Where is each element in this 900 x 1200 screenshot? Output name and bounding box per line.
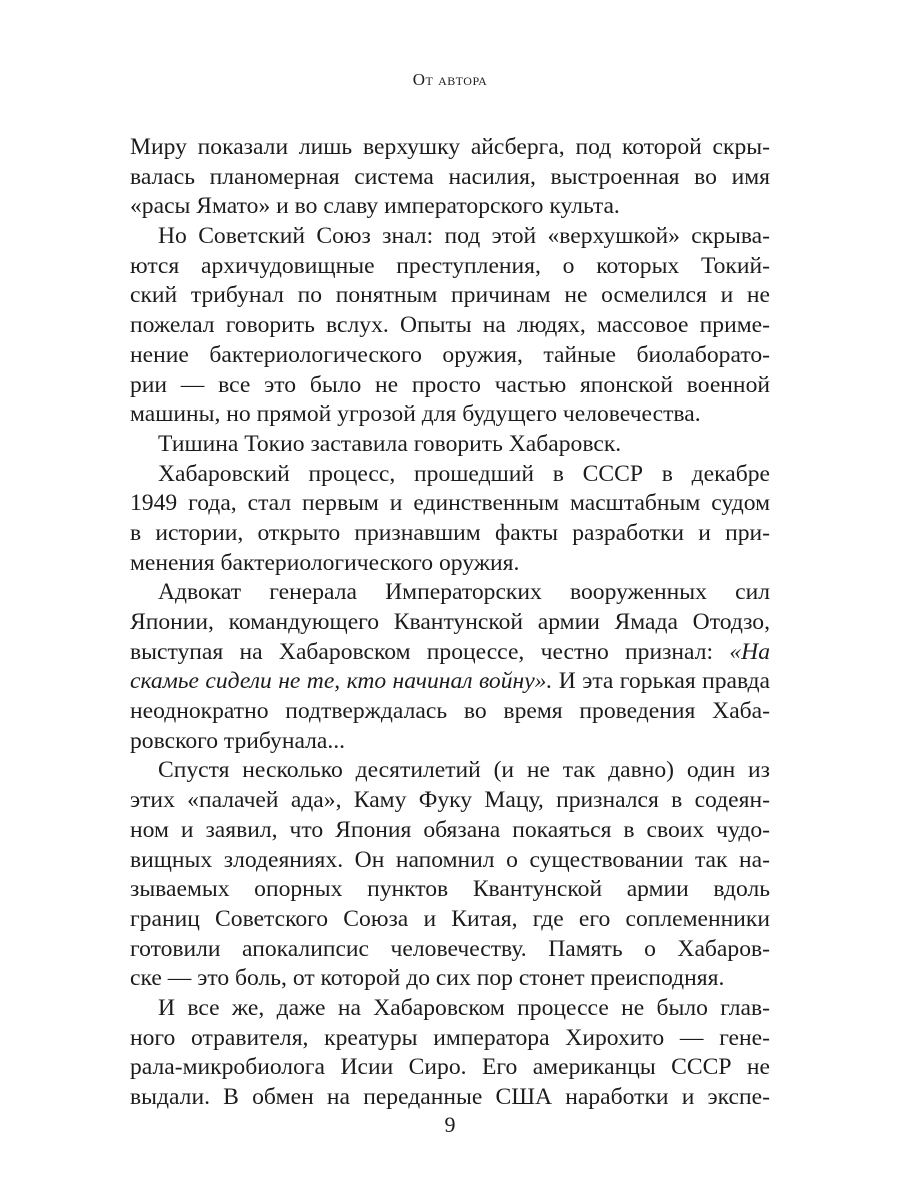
text-line: ного отравителя, креатуры императора Хирохито — гене- (130, 1024, 770, 1051)
text-line: Тишина Токио заставила говорить Хабаровск. (158, 430, 622, 457)
text-line: ровского трибунала... (130, 727, 346, 754)
text-line: пожелал говорить вслух. Опыты на людях, массовое приме- (130, 312, 770, 339)
paragraph-6 (130, 756, 770, 994)
quote-start: «На (729, 638, 771, 665)
text-line: рии — все это было не просто частью японской военной (130, 371, 770, 398)
paragraph-7 (130, 994, 770, 1113)
text-fragment: выступая на Хабаровском процессе, честно признал: (130, 638, 714, 665)
paragraph-5 (130, 578, 770, 756)
text-line: Миру показали лишь верхушку айсберга, под которой скры- (130, 134, 770, 160)
text-line: И все же, даже на Хабаровском процессе не было глав- (158, 994, 770, 1021)
text-line: валась планомерная система насилия, выстроенная во имя (130, 163, 770, 190)
paragraph-4 (130, 460, 770, 579)
text-line: вищных злодеяниях. Он напомнил о существовании так на- (130, 846, 770, 873)
text-line: Адвокат генерала Императорских вооруженных сил (158, 579, 770, 606)
text-line-with-quote (130, 667, 770, 697)
text-line: рала-микробиолога Исии Сиро. Его американцы СССР не (130, 1054, 770, 1081)
text-line: выдали. В обмен на переданные США наработки и экспе- (130, 1084, 770, 1110)
text-line: неоднократно подтверждалась во время проведения Хаба- (130, 698, 770, 725)
text-line: ске — это боль, от которой до сих пор стонет преисподняя. (130, 965, 725, 992)
text-line: в истории, открыто признавшим факты разработки и при- (130, 519, 770, 546)
text-line: ский трибунал по понятным причинам не осмелился и не (130, 282, 770, 309)
text-line-with-quote (130, 638, 770, 668)
text-line: 1949 года, стал первым и единственным масштабным судом (130, 490, 770, 517)
text-line: менения бактериологического оружия. (130, 549, 520, 576)
text-line: Японии, командующего Квантунской армии Ямада Отодзо, (130, 609, 770, 635)
text-line: ются архичудовищные преступления, о которых Токий- (130, 252, 770, 279)
text-line: ном и заявил, что Япония обязана покаяться в своих чудо- (130, 816, 770, 843)
quote-end: скамье сидели не те, кто начинал войну». (130, 668, 553, 695)
text-line: Хабаровский процесс, прошедший в СССР в декабре (158, 460, 770, 487)
text-line: машины, но прямой угрозой для будущего человечества. (130, 401, 701, 428)
text-line: «расы Ямато» и во славу императорского культа. (130, 193, 620, 220)
text-line: этих «палачей ада», Каму Фуку Мацу, признался в содеян- (130, 787, 770, 814)
paragraph-3 (130, 430, 770, 460)
paragraph-1 (130, 133, 770, 222)
text-line: границ Советского Союза и Китая, где его соплеменники (130, 905, 770, 932)
text-line: зываемых опорных пунктов Квантунской армии вдоль (130, 876, 770, 903)
text-line: нение бактериологического оружия, тайные биолаборато- (130, 341, 770, 368)
text-line: Но Советский Союз знал: под этой «верхушкой» скрыва- (158, 223, 770, 250)
text-fragment: И эта горькая правда (558, 668, 770, 695)
page-number: 9 (444, 1112, 456, 1137)
text-line: Спустя несколько десятилетий (и не так давно) один из (158, 757, 770, 784)
body-text (130, 133, 770, 1113)
paragraph-2 (130, 222, 770, 430)
running-head: От автора (412, 70, 488, 89)
text-line: готовили апокалипсис человечеству. Память о Хабаров- (130, 935, 770, 962)
